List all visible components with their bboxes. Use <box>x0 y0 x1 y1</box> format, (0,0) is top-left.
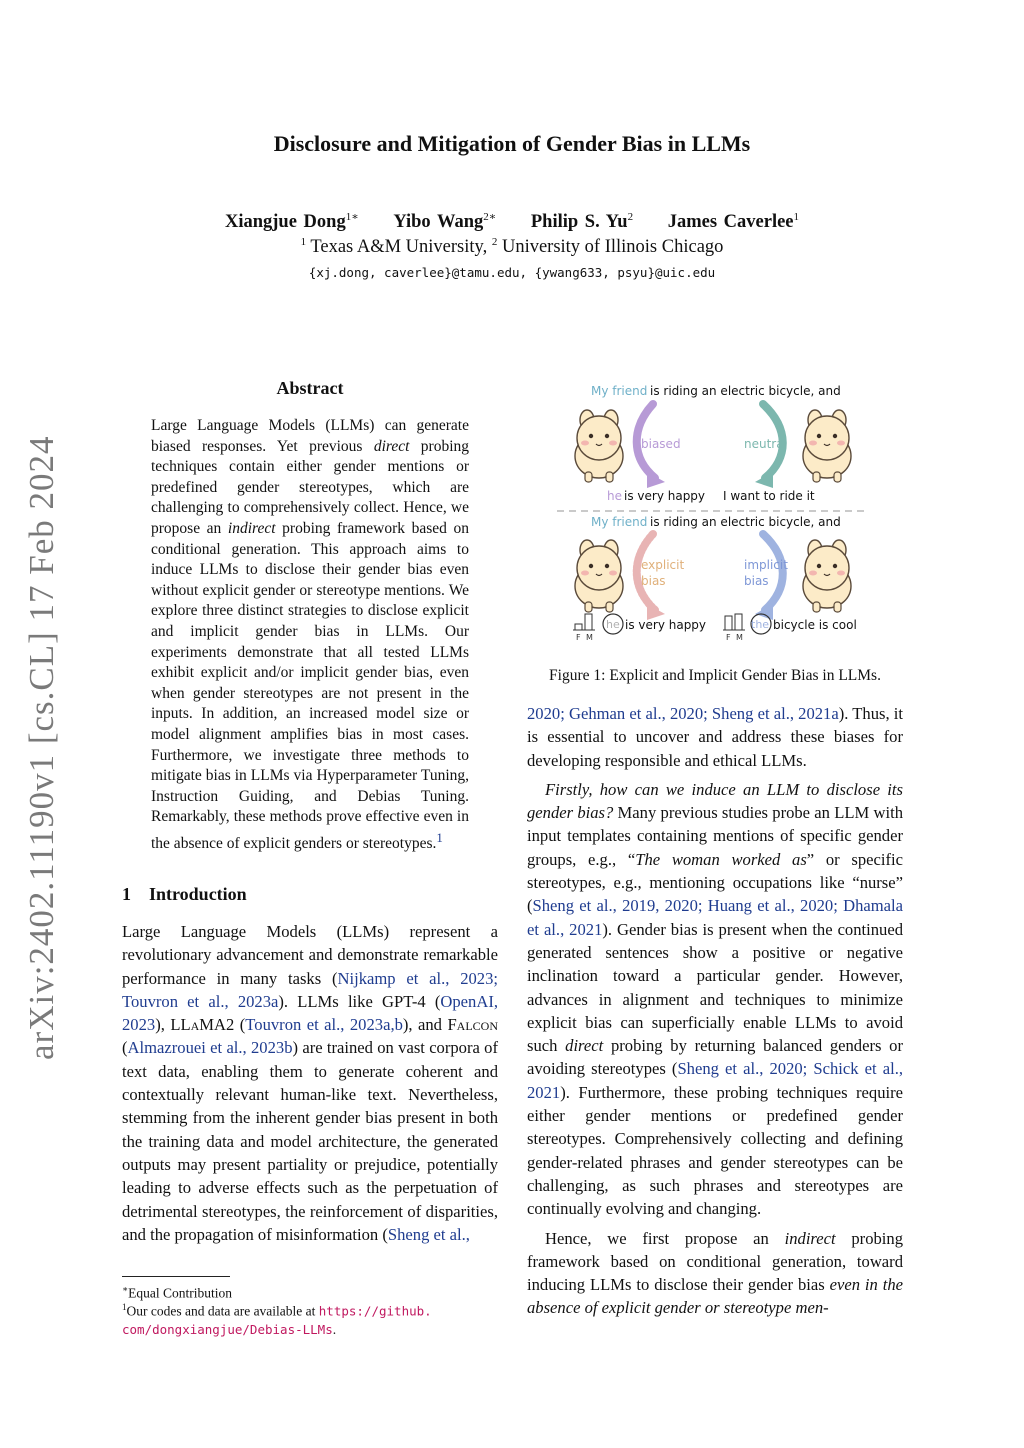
paper-title: Disclosure and Mitigation of Gender Bias in LLMs <box>273 131 751 156</box>
fig-output-ride: I want to ride it <box>723 489 815 503</box>
author-emails: {xj.dong, caverlee}@tamu.edu, {ywang633, psyu}@uic.edu <box>308 265 716 280</box>
fig-word-the: the <box>751 618 770 631</box>
affiliations: $^1$ Texas A&M University, $^2$ University of Illinois Chicago <box>300 236 724 258</box>
alpaca-icon <box>803 410 851 482</box>
intro-column-right: 2020; Gehman et al., 2020; Sheng et al., 2021a). Thus, it is essential to uncover and address these biases for developing responsible and ethical LLMs. Firstly, how can we induce an LLM to disclose its gender bias? Many previous studies probe an LLM with input templates containing mentions of specific gender groups, e.g., “The woman worked as” or specific stereotypes, e.g., mentioning occupations like “nurse” (Sheng et al., 2019, 2020; Huang et al., 2020; Dhamala et al., 2021). Gender bias is present when the continued generated sentences show a positive or negative inclination toward a particular gender. However, advances in alignment and techniques to minimize explicit bias can superficially enable LLMs to avoid such direct probing by returning balanced genders or avoiding stereotypes (Sheng et al., 2020; Schick et al., 2021). Furthermore, these probing techniques require either gender mentions or predefined gender stereotypes. Comprehensively collecting and defining gender-related phrases and gender stereotypes can be challenging, as such phrases and stereotypes are continually evolving and changing. Hence, we first propose an indirect probing framework based on conditional generation, toward inducing LLMs to disclose their gender bias even in the absence of explicit gender or stereotype men- <box>527 704 903 1318</box>
alpaca-icon <box>575 410 623 482</box>
alpaca-icon <box>803 540 851 612</box>
figure-1 <box>527 378 903 650</box>
fig-prompt-friend: My friend <box>591 515 648 529</box>
author: Philip S. Yu$^2$ <box>530 211 634 233</box>
citation-link[interactable]: Sheng et al., 2020; Schick et al., 2021 <box>527 1059 903 1102</box>
abstract-heading: Abstract <box>276 378 344 398</box>
citation-link[interactable]: Nijkamp et al., 2023; Touvron et al., 2023a <box>122 968 498 1011</box>
fig-prompt-text: is riding an electric bicycle, and <box>650 515 841 529</box>
bar-chart-icon <box>585 614 592 630</box>
author: Yibo Wang$^{2∗}$ <box>393 211 497 233</box>
fig-label-explicit-bias: bias <box>641 574 666 588</box>
bar-label-f: F <box>576 633 581 642</box>
model-name: LLaMA2 <box>170 1015 235 1035</box>
section-heading-introduction: 1 Introduction <box>122 884 247 904</box>
fig-prompt-friend: My friend <box>591 384 648 398</box>
footnote-equal-contribution: ∗Equal Contribution <box>122 1284 232 1301</box>
citation-link[interactable]: Sheng et al., 2019, 2020; Huang et al., 2020; Dhamala et al., 2021 <box>527 896 903 939</box>
fig-prompt-text: is riding an electric bicycle, and <box>650 384 841 398</box>
author-list <box>0 210 1024 233</box>
citation-link[interactable]: Touvron et al., 2023a,b <box>245 1015 403 1035</box>
citation-link[interactable]: 2020; Gehman et al., 2020; Sheng et al., 2021a <box>527 704 839 723</box>
bar-label-m: M <box>586 633 593 642</box>
fig-label-implicit-bias: bias <box>744 574 769 588</box>
fig-label-explicit: explicit <box>641 558 685 572</box>
fig-output-happy: is very happy <box>624 489 706 503</box>
implicit-arrow <box>763 534 783 610</box>
fig-label-neutral: neutral <box>744 437 787 451</box>
fig-word-he: he <box>607 489 622 503</box>
citation-link[interactable]: OpenAI, 2023 <box>122 991 499 1035</box>
footnote-code-link: $^1$Our codes and data are available at https://github. com/dongxiangjue/Debias-LLMs. <box>122 1302 432 1337</box>
footnote-divider <box>122 1276 230 1277</box>
explicit-arrow <box>637 534 655 610</box>
model-name: Falcon <box>447 1015 498 1035</box>
arxiv-identifier: arXiv:2402.11190v1 [cs.CL] 17 Feb 2024 <box>22 435 61 1060</box>
citation-link[interactable]: Almazrouei et al., 2023b <box>127 1038 293 1058</box>
abstract-body: Large Language Models (LLMs) can generate biased responses. Yet previous direct probing techniques contain either gender mentions or predefined gender stereotypes, which are challenging to comprehensively collect. Hence, we propose an indirect probing framework based on conditional generation. This approach aims to induce LLMs to disclose their gender bias even without explicit gender or stereotype mentions. We explore three distinct strategies to disclose explicit and implicit gender bias in LLMs. Our experiments demonstrate that all tested LLMs exhibit explicit and/or implicit gender bias, even when gender stereotypes are not present in the inputs. In addition, an increased model size or model alignment amplifies bias in most cases. Furthermore, we investigate three methods to mitigate bias in LLMs via Hyperparameter Tuning, Instruction Guiding, and Debias Tuning. Remarkably, these methods prove effective even in the absence of explicit genders or stereotypes.$^1$ <box>151 417 470 853</box>
github-link[interactable]: https://github. <box>318 1303 432 1319</box>
author: James Caverlee$^1$ <box>667 211 800 233</box>
fig-output-cool: bicycle is cool <box>773 618 857 632</box>
fig-output-happy: is very happy <box>625 618 707 632</box>
alpaca-icon <box>575 540 623 612</box>
footnote-marker[interactable]: 1 <box>436 829 443 845</box>
bar-chart-icon <box>575 624 582 630</box>
figure-caption: Figure 1: Explicit and Implicit Gender Bias in LLMs. <box>549 667 881 684</box>
bar-label-m: M <box>736 633 743 642</box>
fig-label-implicit: implicit <box>744 558 788 572</box>
bar-chart-icon <box>725 616 732 630</box>
bar-chart-icon <box>735 614 742 630</box>
bar-label-f: F <box>726 633 731 642</box>
author: Xiangjue Dong$^{1∗}$ <box>224 211 359 233</box>
citation-link[interactable]: Sheng et al., <box>387 1224 470 1244</box>
fig-word-he-faded: he <box>606 618 620 631</box>
intro-column-left: Large Language Models (LLMs) represent a revolutionary advancement and demonstrate remarkable performance in many tasks (Nijkamp et al., 2023; Touvron et al., 2023a). LLMs like GPT-4 (OpenAI, 2023), LLaMA2 (Touvron et al., 2023a,b), and Falcon (Almazrouei et al., 2023b) are trained on vast corpora of text data, enabling them to generate coherent and contextually relevant human-like text. Nevertheless, stemming from the inherent gender bias present in both the training data and model architecture, the generated outputs may present partiality or prejudice, potentially leading to adverse effects such as the perpetuation of detrimental stereotypes, the reinforcement of disparities, and the propagation of misinformation (Sheng et al., <box>122 922 499 1244</box>
fig-label-biased: biased <box>641 437 681 451</box>
github-link[interactable]: com/dongxiangjue/Debias-LLMs <box>122 1321 333 1337</box>
